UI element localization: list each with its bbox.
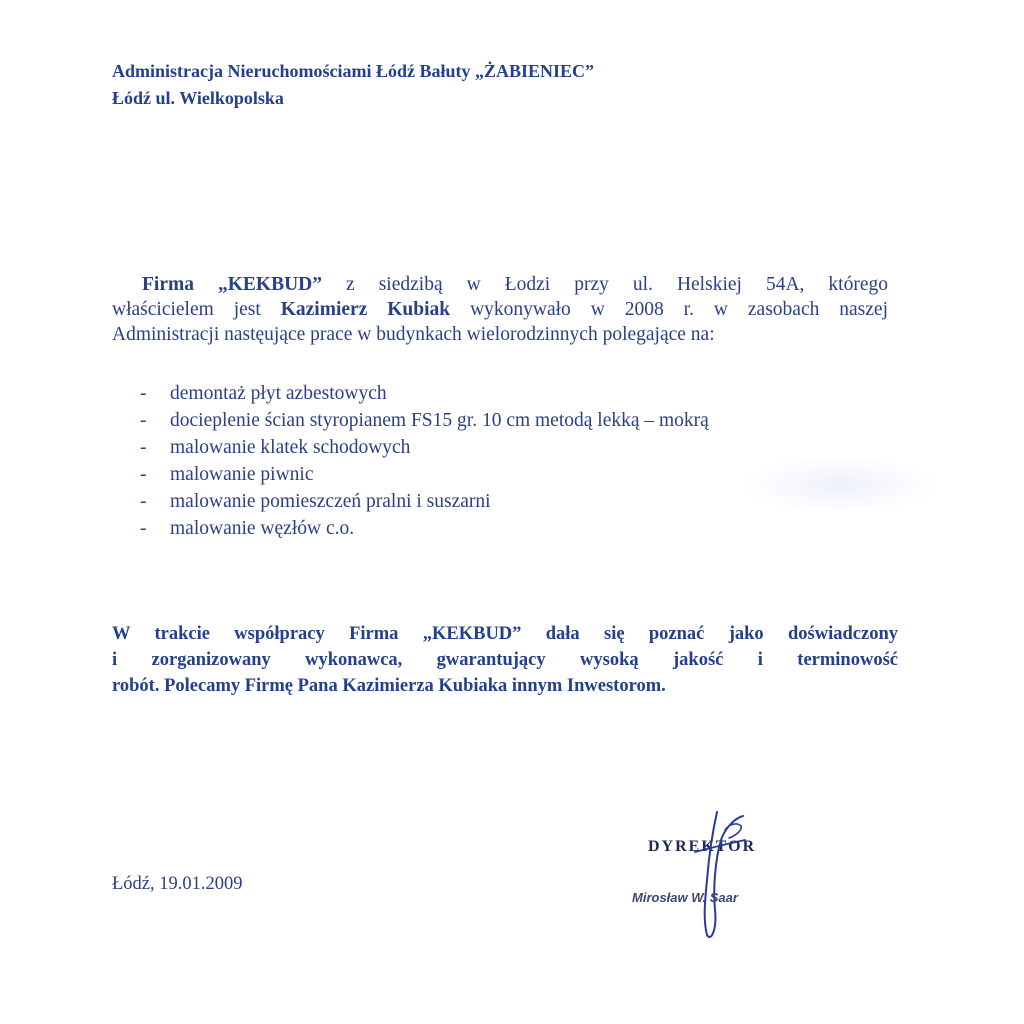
intro-line-1 [112, 272, 888, 297]
list-bullet: - [140, 464, 147, 485]
intro-line-1-rest: z siedzibą w Łodzi przy ul. Helskiej 54A, którego [322, 274, 888, 295]
list-item: - malowanie węzłów c.o. [140, 515, 709, 542]
scan-smudge [740, 455, 940, 515]
intro-line-2 [112, 297, 888, 322]
intro-paragraph [112, 272, 888, 347]
stamp-title: DYREKTOR [648, 838, 757, 855]
works-list [140, 380, 709, 542]
list-item: - malowanie piwnic [140, 461, 709, 488]
list-bullet: - [140, 410, 147, 431]
list-bullet: - [140, 518, 147, 539]
closing-line-2: i zorganizowany wykonawca, gwarantujący wysoką jakość i terminowość [112, 650, 898, 670]
intro-owner-name: Kazimierz Kubiak [280, 299, 451, 320]
list-bullet: - [140, 437, 147, 458]
list-bullet: - [140, 491, 147, 512]
list-item: - docieplenie ścian styropianem FS15 gr. 10 cm metodą lekką – mokrą [140, 407, 709, 434]
intro-line-2-rest: wykonywało w 2008 r. w zasobach naszej [450, 299, 888, 320]
handwritten-signature [655, 800, 775, 945]
intro-line-3: Administracji nastęujące prace w budynkach wielorodzinnych polegające na: [112, 324, 715, 345]
intro-firma: Firma [142, 274, 218, 295]
stamp-name: Mirosław W. Saar [632, 890, 738, 905]
letter-date: Łódź, 19.01.2009 [112, 874, 243, 894]
closing-paragraph [112, 621, 898, 699]
intro-company-name: „KEKBUD” [218, 274, 323, 295]
closing-line-1: W trakcie współpracy Firma „KEKBUD” dała się poznać jako doświadczony [112, 624, 898, 644]
list-item: - malowanie klatek schodowych [140, 434, 709, 461]
intro-line-2-start: właścicielem jest [112, 299, 281, 320]
list-item: - malowanie pomieszczeń pralni i suszarni [140, 488, 709, 515]
header-organization: Administracja Nieruchomościami Łódź Bałuty „ŻABIENIEC” [112, 61, 595, 81]
closing-line-3: robót. Polecamy Firmę Pana Kazimierza Kubiaka innym Inwestorom. [112, 676, 666, 696]
header-address: Łódź ul. Wielkopolska [112, 88, 284, 108]
letter-header [112, 58, 594, 112]
list-bullet: - [140, 383, 147, 404]
list-item: - demontaż płyt azbestowych [140, 380, 709, 407]
